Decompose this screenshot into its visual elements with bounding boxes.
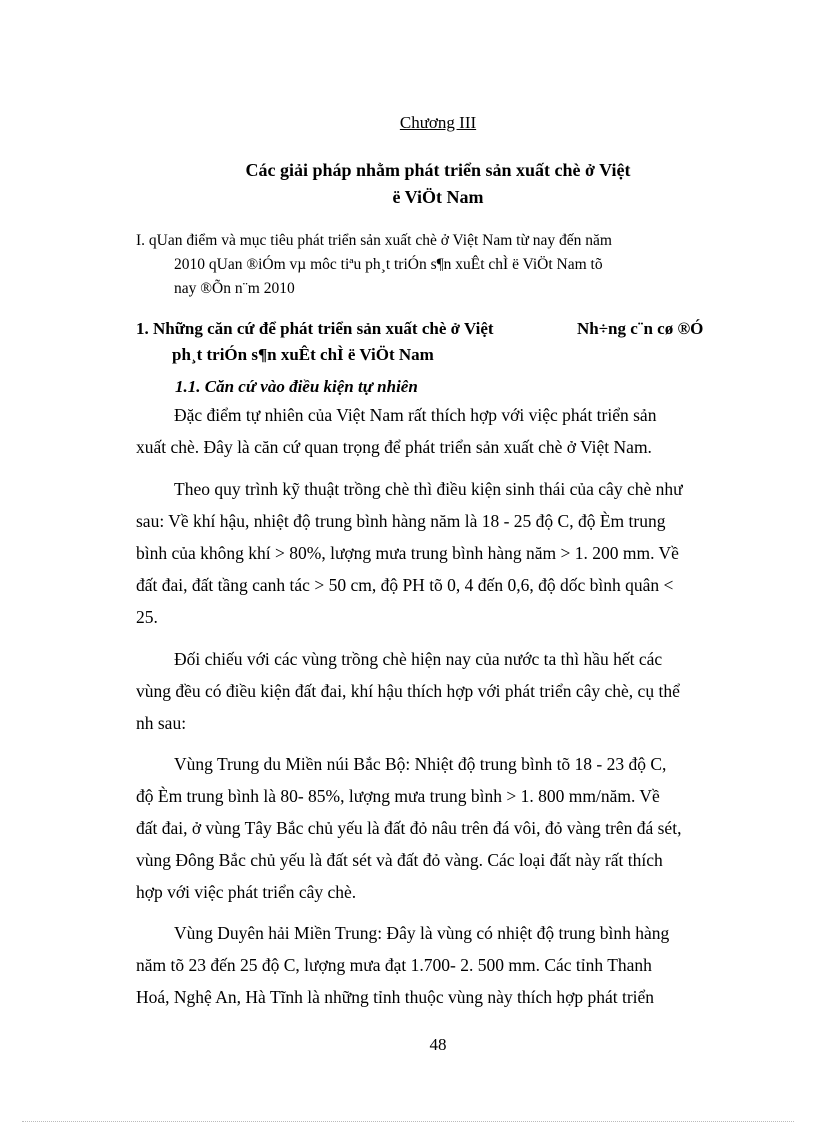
body-line: xuất chè. Đây là căn cứ quan trọng để phát triển sản xuất chè ở Việt Nam.	[136, 437, 652, 457]
sub-subsection-heading: 1.1. Căn cứ vào điều kiện tự nhiên	[175, 377, 418, 396]
body-line: vùng Đông Bắc chủ yếu là đất sét và đất đỏ vàng. Các loại đất này rất thích	[136, 850, 663, 870]
section-heading-line-2: 2010 qUan ®iÓm vµ môc tiªu ph¸t triÓn s¶n xuÊt chÌ ë ViÖt Nam tõ	[174, 256, 603, 273]
chapter-title-line-1: Các giải pháp nhằm phát triển sản xuất chè ở Việt	[245, 160, 631, 180]
body-line: độ Èm trung bình là 80- 85%, lượng mưa trung bình > 1. 800 mm/năm. Về	[136, 786, 660, 806]
body-line: Hoá, Nghệ An, Hà Tĩnh là những tỉnh thuộc vùng này thích hợp phát triển	[136, 987, 655, 1007]
body-line: Vùng Duyên hải Miền Trung: Đây là vùng có nhiệt độ trung bình hàng	[174, 923, 670, 943]
body-line: vùng đều có điều kiện đất đai, khí hậu thích hợp với phát triển cây chè, cụ thể	[136, 681, 680, 701]
subsection-heading-line-2: ph¸t triÓn s¶n xuÊt chÌ ë ViÖt Nam	[172, 345, 434, 364]
body-line: hợp với việc phát triển cây chè.	[136, 882, 357, 902]
chapter-label: Chương III	[399, 113, 477, 132]
body-line: Vùng Trung du Miền núi Bắc Bộ: Nhiệt độ trung bình tõ 18 - 23 độ C,	[174, 754, 667, 774]
subsection-heading-part-a: 1. Những căn cứ để phát triển sản xuất chè ở Việt	[136, 319, 494, 338]
body-line: năm tõ 23 đến 25 độ C, lượng mưa đạt 1.700- 2. 500 mm. Các tỉnh Thanh	[136, 955, 652, 975]
body-line: Đặc điểm tự nhiên của Việt Nam rất thích hợp với việc phát triển sản	[174, 405, 657, 425]
body-line: Đối chiếu với các vùng trồng chè hiện nay của nước ta thì hầu hết các	[174, 649, 663, 669]
section-heading-line-1: I. qUan điểm và mục tiêu phát triển sản xuất chè ở Việt Nam từ nay đến năm	[136, 232, 612, 249]
body-line: Theo quy trình kỹ thuật trồng chè thì điều kiện sinh thái của cây chè như	[174, 479, 683, 499]
page-number: 48	[429, 1035, 447, 1054]
body-line: đất đai, ở vùng Tây Bắc chủ yếu là đất đỏ nâu trên đá vôi, đỏ vàng trên đá sét,	[136, 818, 682, 838]
body-line: bình của không khí > 80%, lượng mưa trung bình hàng năm > 1. 200 mm. Về	[136, 543, 679, 563]
page-bottom-divider	[22, 1121, 794, 1122]
body-line: 25.	[136, 607, 158, 627]
section-heading-line-3: nay ®Õn n¨m 2010	[174, 280, 295, 297]
body-line: sau: Về khí hậu, nhiệt độ trung bình hàng năm là 18 - 25 độ C, độ Èm trung	[136, 511, 666, 531]
body-line: nh sau:	[136, 713, 187, 733]
chapter-title-line-2: ë ViÖt Nam	[392, 187, 484, 207]
body-line: đất đai, đất tầng canh tác > 50 cm, độ PH tõ 0, 4 đến 0,6, độ dốc bình quân <	[136, 575, 674, 595]
subsection-heading-part-b: Nh÷ng c¨n cø ®Ó	[577, 319, 704, 338]
